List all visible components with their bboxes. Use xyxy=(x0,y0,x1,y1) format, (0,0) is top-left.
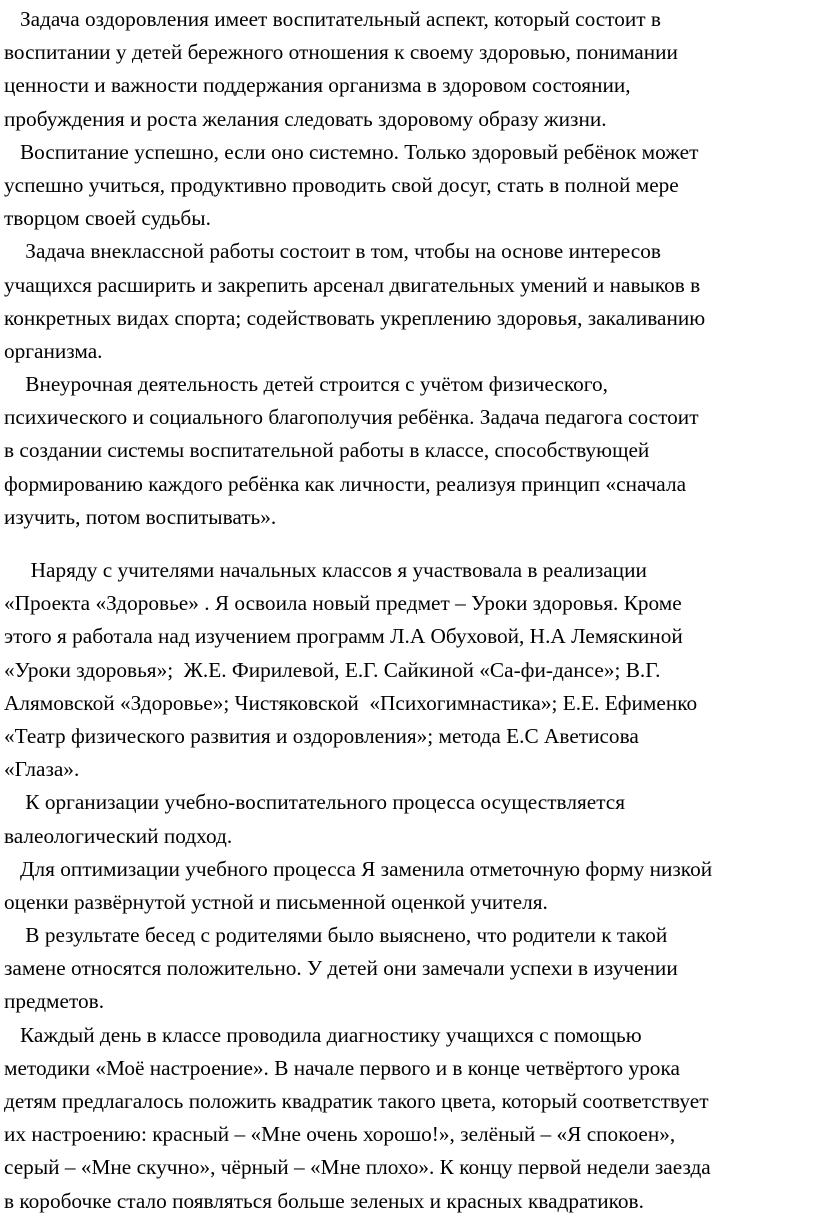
text-line: детям предлагалось положить квадратик такого цвета, который соответствует xyxy=(4,1089,709,1113)
text-line: методики «Моё настроение». В начале первого и в конце четвёртого урока xyxy=(4,1055,680,1080)
text-line: в коробочке стало появляться больше зеленых и красных квадратиков. xyxy=(4,1188,644,1213)
text-line: Внеурочная деятельность детей строится с учётом физического, xyxy=(4,372,608,397)
text-line: В результате бесед с родителями было выяснено, что родители к такой xyxy=(4,923,668,948)
text-line: учащихся расширить и закрепить арсенал двигательных умений и навыков в xyxy=(4,272,701,297)
text-line: ценности и важности поддержания организма в здоровом состоянии, xyxy=(4,73,631,98)
text-line: Каждый день в классе проводила диагностику учащихся с помощью xyxy=(4,1022,642,1047)
text-line: валеологический подход. xyxy=(4,823,233,848)
text-line: «Глаза». xyxy=(4,757,80,782)
text-line: Воспитание успешно, если оно системно. Только здоровый ребёнок может xyxy=(4,139,699,164)
text-line: Задача оздоровления имеет воспитательный аспект, который состоит в xyxy=(4,7,661,31)
text-line: творцом своей судьбы. xyxy=(4,206,211,231)
text-line: «Театр физического развития и оздоровления»; метода Е.С Аветисова xyxy=(4,723,639,748)
text-line: пробуждения и роста желания следовать здоровому образу жизни. xyxy=(4,106,607,131)
text-line: воспитании у детей бережного отношения к своему здоровью, понимании xyxy=(4,40,678,65)
text-line: Для оптимизации учебного процесса Я заменила отметочную форму низкой xyxy=(4,856,713,881)
text-line: организма. xyxy=(4,338,103,363)
text-line: замене относятся положительно. У детей они замечали успехи в изучении xyxy=(4,956,678,981)
text-line: в создании системы воспитательной работы в классе, способствующей xyxy=(4,438,650,463)
text-line: успешно учиться, продуктивно проводить свой досуг, стать в полной мере xyxy=(4,172,679,197)
text-line: «Проекта «Здоровье» . Я освоила новый предмет – Уроки здоровья. Кроме xyxy=(4,591,682,616)
text-line: «Уроки здоровья»; Ж.Е. Фирилевой, Е.Г. Сайкиной «Са-фи-дансе»; В.Г. xyxy=(4,657,661,682)
text-line: К организации учебно-воспитательного процесса осуществляется xyxy=(4,790,626,815)
text-line: предметов. xyxy=(4,989,105,1014)
paragraph-gap xyxy=(4,534,816,554)
text-line: Наряду с учителями начальных классов я участвовала в реализации xyxy=(4,558,647,582)
text-line: Алямовской «Здоровье»; Чистяковской «Психогимнастика»; Е.Е. Ефименко xyxy=(4,690,698,715)
text-line: серый – «Мне скучно», чёрный – «Мне плохо». К концу первой недели заезда xyxy=(4,1155,711,1180)
text-line: этого я работала над изучением программ Л.А Обуховой, Н.А Лемяскиной xyxy=(4,624,683,649)
text-line: их настроению: красный – «Мне очень хорошо!», зелёный – «Я спокоен», xyxy=(4,1122,676,1147)
text-line: конкретных видах спорта; содействовать укреплению здоровья, закаливанию xyxy=(4,305,706,330)
text-line: Задача внеклассной работы состоит в том, чтобы на основе интересов xyxy=(4,239,661,264)
text-line: оценки развёрнутой устной и письменной оценкой учителя. xyxy=(4,889,548,914)
text-line: психического и социального благополучия ребёнка. Задача педагога состоит xyxy=(4,405,699,430)
text-line: формированию каждого ребёнка как личности, реализуя принцип «сначала xyxy=(4,471,687,496)
text-line: изучить, потом воспитывать». xyxy=(4,504,277,529)
